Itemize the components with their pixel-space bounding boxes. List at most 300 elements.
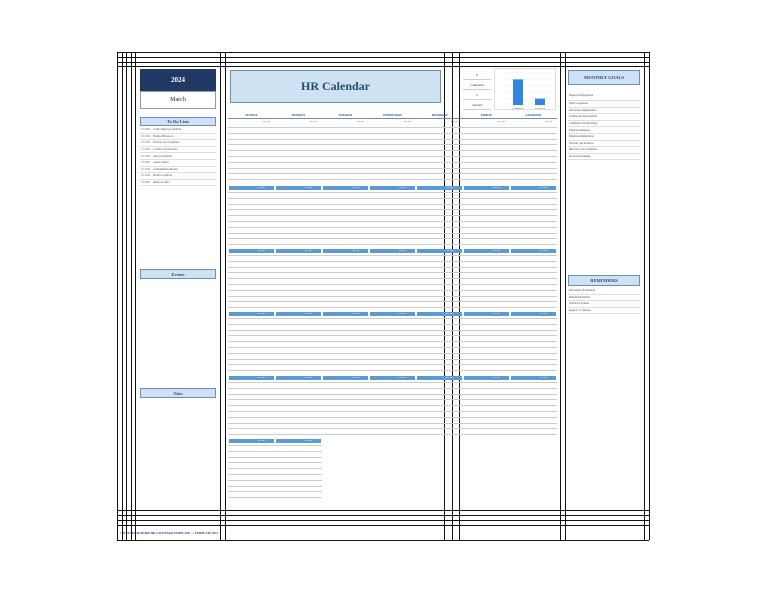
event-row-line: [369, 168, 416, 169]
week-date-bar: [370, 376, 415, 380]
event-row-line: [510, 255, 557, 256]
todo-item[interactable]: [140, 153, 216, 160]
event-row-line: [416, 168, 463, 169]
todo-date: 3/1/2024: [141, 181, 151, 185]
event-row-line: [322, 394, 369, 395]
event-row-line: [228, 370, 275, 371]
goal-item[interactable]: Succession Planning: [568, 154, 640, 161]
event-row-line: [228, 179, 275, 180]
event-row-line: [416, 423, 463, 424]
event-row-line: [275, 417, 322, 418]
event-row-line: [275, 497, 322, 498]
event-row-line: [463, 382, 510, 383]
event-row-line: [228, 168, 275, 169]
reminder-item[interactable]: Regular 1:1 Sessions: [568, 308, 640, 315]
event-row-line: [369, 347, 416, 348]
event-row-line: [228, 330, 275, 331]
week-date-label: Rev 08d: [263, 121, 271, 123]
event-row-line: [322, 215, 369, 216]
week-date-label: Rev 08d: [258, 376, 266, 379]
event-row-line: [463, 411, 510, 412]
event-row-line: [228, 434, 275, 435]
event-row-line: [416, 296, 463, 297]
event-row-line: [369, 411, 416, 412]
event-row-line: [369, 399, 416, 400]
event-row-line: [228, 324, 275, 325]
grid-hline: [117, 57, 649, 58]
event-row-line: [322, 221, 369, 222]
event-row-line: [275, 335, 322, 336]
event-row-line: [510, 347, 557, 348]
event-row-line: [275, 227, 322, 228]
event-row-line: [369, 150, 416, 151]
week-date-bar: [229, 312, 274, 316]
event-row-line: [275, 445, 322, 446]
grid-vline: [644, 52, 645, 540]
event-row-line: [416, 411, 463, 412]
event-row-line: [228, 382, 275, 383]
event-row-line: [416, 318, 463, 319]
week-date-bar: [464, 376, 509, 380]
event-row-line: [228, 417, 275, 418]
event-row-line: [416, 428, 463, 429]
event-row-line: [369, 290, 416, 291]
event-row-line: [510, 278, 557, 279]
event-row-line: [322, 198, 369, 199]
event-row-line: [228, 278, 275, 279]
event-row-line: [228, 457, 275, 458]
week-date-bar: [323, 376, 368, 380]
event-row-line: [228, 244, 275, 245]
grid-hline: [117, 510, 649, 511]
event-row-line: [416, 290, 463, 291]
event-row-line: [322, 341, 369, 342]
event-row-line: [463, 227, 510, 228]
event-row-line: [369, 139, 416, 140]
event-row-line: [416, 272, 463, 273]
week-date-label: Rev 08d: [352, 312, 360, 315]
event-row-line: [228, 335, 275, 336]
goal-item[interactable]: Employee Engagement: [568, 90, 640, 101]
event-row-line: [369, 394, 416, 395]
event-row-line: [322, 133, 369, 134]
todo-task: Analyze feedback: [153, 154, 172, 158]
event-row-line: [463, 150, 510, 151]
event-row-line: [510, 307, 557, 308]
events-header: Events: [140, 269, 216, 279]
event-row-line: [228, 353, 275, 354]
event-row-line: [510, 388, 557, 389]
todo-task: Make job offers: [153, 181, 170, 185]
event-row-line: [416, 238, 463, 239]
week-date-label: Rev 08d: [493, 376, 501, 379]
week-date-label: Rev 08d: [352, 186, 360, 189]
event-row-line: [510, 133, 557, 134]
event-row-line: [510, 204, 557, 205]
todo-item[interactable]: [140, 127, 216, 134]
event-row-line: [510, 301, 557, 302]
day-header: WEDNESDAY: [369, 111, 416, 119]
event-row-line: [463, 244, 510, 245]
event-row-line: [510, 233, 557, 234]
day-header: THURSDAY: [416, 111, 463, 119]
todo-item[interactable]: [140, 180, 216, 187]
week-date-label: Rev 08d: [540, 312, 548, 315]
event-row-line: [275, 462, 322, 463]
chart-category-label: Completed: [512, 107, 524, 110]
event-row-line: [322, 405, 369, 406]
event-row-line: [275, 457, 322, 458]
event-row-line: [275, 318, 322, 319]
event-row-line: [463, 434, 510, 435]
event-row-line: [228, 341, 275, 342]
week-date-label: Rev 08d: [399, 249, 407, 252]
event-row-line: [463, 284, 510, 285]
event-row-line: [463, 192, 510, 193]
event-row-line: [228, 284, 275, 285]
goal-item[interactable]: Compliance and Reporting: [568, 121, 640, 128]
event-row-line: [322, 301, 369, 302]
event-row-line: [369, 209, 416, 210]
event-row-line: [463, 353, 510, 354]
event-row-line: [510, 162, 557, 163]
grid-vline: [117, 52, 118, 540]
day-header: FRIDAY: [463, 111, 510, 119]
event-row-line: [510, 411, 557, 412]
event-row-line: [463, 133, 510, 134]
event-row-line: [322, 272, 369, 273]
event-row-line: [510, 364, 557, 365]
event-row-line: [510, 215, 557, 216]
event-row-line: [416, 307, 463, 308]
stat-canceled-label: canceled: [463, 100, 491, 110]
week-date-bar: [417, 186, 462, 190]
grid-vline: [131, 52, 132, 540]
event-row-line: [463, 127, 510, 128]
todo-item[interactable]: [140, 173, 216, 180]
event-row-line: [510, 417, 557, 418]
event-row-line: [275, 267, 322, 268]
week-date-label: Rev 08d: [493, 249, 501, 252]
event-row-line: [322, 233, 369, 234]
event-row-line: [228, 139, 275, 140]
week-date-bar: [323, 312, 368, 316]
event-row-line: [275, 451, 322, 452]
event-row-line: [228, 198, 275, 199]
event-row-line: [510, 139, 557, 140]
reminder-item[interactable]: Performance Evaluations: [568, 288, 640, 295]
event-row-line: [369, 255, 416, 256]
event-row-line: [322, 296, 369, 297]
event-row-line: [275, 324, 322, 325]
event-row-line: [463, 370, 510, 371]
todo-date: 3/1/2024: [141, 148, 151, 152]
event-row-line: [463, 168, 510, 169]
status-summary: [463, 70, 491, 108]
event-row-line: [510, 335, 557, 336]
event-row-line: [275, 491, 322, 492]
year-label: 2024: [140, 69, 216, 91]
goal-item[interactable]: Performance Management: [568, 108, 640, 115]
event-row-line: [416, 173, 463, 174]
event-row-line: [322, 192, 369, 193]
monthly-goals-list: [568, 90, 640, 160]
event-row-line: [275, 480, 322, 481]
goal-item[interactable]: HR Policy and Compliance: [568, 147, 640, 154]
grid-vline: [126, 52, 127, 540]
event-row-line: [275, 127, 322, 128]
week-date-label: Rev 08d: [545, 121, 553, 123]
stat-completed-label: Completed: [463, 80, 491, 90]
page-title: HR Calendar: [230, 70, 441, 103]
grid-vline: [135, 52, 136, 540]
event-row-line: [510, 209, 557, 210]
event-row-line: [322, 324, 369, 325]
todo-date: 3/1/2024: [141, 128, 151, 132]
week-date-label: Rev 08d: [540, 376, 548, 379]
event-row-line: [369, 341, 416, 342]
month-label[interactable]: March: [140, 91, 216, 109]
event-row-line: [510, 227, 557, 228]
event-row-line: [463, 290, 510, 291]
status-chart-svg: [495, 69, 557, 111]
event-row-line: [275, 353, 322, 354]
todo-date: 3/1/2024: [141, 174, 151, 178]
event-row-line: [463, 307, 510, 308]
todo-header: To Do Lists: [140, 117, 216, 126]
event-row-line: [228, 227, 275, 228]
event-row-line: [416, 215, 463, 216]
todo-item[interactable]: [140, 160, 216, 167]
event-row-line: [416, 209, 463, 210]
event-row-line: [510, 261, 557, 262]
goal-item[interactable]: Diversity and Inclusion: [568, 141, 640, 148]
event-row-line: [228, 156, 275, 157]
event-row-line: [463, 394, 510, 395]
event-row-line: [416, 204, 463, 205]
event-row-line: [228, 491, 275, 492]
event-row-line: [510, 238, 557, 239]
reminders-header: REMINDERS: [568, 275, 640, 286]
event-row-line: [275, 133, 322, 134]
event-row-line: [463, 347, 510, 348]
event-row-line: [275, 284, 322, 285]
event-row-line: [369, 173, 416, 174]
week-date-label: Rev 08d: [310, 121, 318, 123]
event-row-line: [416, 261, 463, 262]
event-row-line: [463, 221, 510, 222]
event-row-line: [510, 173, 557, 174]
event-row-line: [275, 330, 322, 331]
goal-item[interactable]: Benefits Administration: [568, 134, 640, 141]
todo-task: Finalize HR reports: [153, 134, 174, 138]
event-row-line: [228, 462, 275, 463]
event-row-line: [510, 296, 557, 297]
event-row-line: [275, 428, 322, 429]
week-date-bar: [370, 186, 415, 190]
event-row-line: [275, 238, 322, 239]
event-row-line: [322, 388, 369, 389]
event-row-line: [463, 388, 510, 389]
event-row-line: [228, 233, 275, 234]
event-row-line: [275, 215, 322, 216]
event-row-line: [228, 318, 275, 319]
event-row-line: [510, 318, 557, 319]
event-row-line: [228, 221, 275, 222]
event-row-line: [228, 150, 275, 151]
todo-task: Monitor workflow: [153, 174, 173, 178]
event-row-line: [369, 192, 416, 193]
event-row-line: [510, 394, 557, 395]
event-row-line: [322, 335, 369, 336]
event-row-line: [369, 144, 416, 145]
day-header: SATURDAY: [510, 111, 557, 119]
week-date-label: Rev 08d: [540, 249, 548, 252]
todo-task: Assess trainees: [153, 161, 169, 165]
event-row-line: [416, 324, 463, 325]
event-row-line: [369, 156, 416, 157]
event-row-line: [510, 156, 557, 157]
event-row-line: [463, 335, 510, 336]
event-row-line: [416, 255, 463, 256]
week-date-label: Rev 08d: [399, 376, 407, 379]
event-row-line: [463, 405, 510, 406]
week-date-label: Rev 08d: [451, 121, 459, 123]
event-row-line: [463, 156, 510, 157]
event-row-line: [228, 411, 275, 412]
event-row-line: [416, 399, 463, 400]
event-row-line: [322, 261, 369, 262]
week-date-bar: [276, 439, 321, 443]
event-row-line: [416, 341, 463, 342]
todo-item[interactable]: [140, 140, 216, 147]
event-row-line: [322, 347, 369, 348]
event-row-line: [322, 139, 369, 140]
event-row-line: [275, 370, 322, 371]
reminder-item[interactable]: Benefits Enrollment: [568, 295, 640, 302]
week-date-bar: [229, 249, 274, 253]
week-date-bar: [276, 186, 321, 190]
event-row-line: [463, 238, 510, 239]
event-row-line: [510, 434, 557, 435]
event-row-line: [228, 144, 275, 145]
grid-hline: [117, 66, 649, 67]
event-row-line: [322, 290, 369, 291]
event-row-line: [322, 423, 369, 424]
todo-item[interactable]: [140, 147, 216, 154]
day-header: SUNDAY: [228, 111, 275, 119]
event-row-line: [322, 359, 369, 360]
event-row-line: [322, 278, 369, 279]
event-row-line: [416, 162, 463, 163]
event-row-line: [369, 238, 416, 239]
event-row-line: [510, 330, 557, 331]
event-row-line: [510, 144, 557, 145]
event-row-line: [369, 204, 416, 205]
status-chart: [494, 68, 556, 110]
event-row-line: [510, 198, 557, 199]
event-row-line: [369, 359, 416, 360]
goal-item[interactable]: Talent Acquisition: [568, 101, 640, 108]
week-date-label: Rev 08d: [404, 121, 412, 123]
event-row-line: [416, 301, 463, 302]
goal-item[interactable]: Training and Development: [568, 114, 640, 121]
todo-list: [140, 127, 216, 186]
event-row-line: [510, 284, 557, 285]
grid-vline: [225, 52, 226, 540]
event-row-line: [416, 353, 463, 354]
event-row-line: [416, 434, 463, 435]
event-row-line: [463, 399, 510, 400]
event-row-line: [416, 267, 463, 268]
todo-item[interactable]: [140, 167, 216, 174]
week-date-bar: [229, 186, 274, 190]
event-row-line: [228, 347, 275, 348]
event-row-line: [322, 238, 369, 239]
week-date-label: Rev 08d: [357, 121, 365, 123]
event-row-line: [228, 451, 275, 452]
week-date-label: Rev 08d: [305, 439, 313, 442]
event-row-line: [510, 359, 557, 360]
grid-hline: [117, 515, 649, 516]
event-row-line: [275, 261, 322, 262]
event-row-line: [416, 335, 463, 336]
event-row-line: [322, 267, 369, 268]
event-row-line: [463, 278, 510, 279]
todo-task: Develop new recognition: [153, 141, 180, 145]
event-row-line: [228, 162, 275, 163]
week-date-bar: [276, 249, 321, 253]
week-date-bar: [417, 376, 462, 380]
grid-hline: [117, 52, 649, 53]
footer-credit[interactable]: © WPS/MAOR MORE HR CALENDAR TEMPLATE — TEMPLATE.NET: [120, 531, 219, 535]
event-row-line: [322, 307, 369, 308]
event-row-line: [228, 364, 275, 365]
event-row-line: [416, 244, 463, 245]
event-row-line: [228, 133, 275, 134]
event-row-line: [416, 278, 463, 279]
week-date-label: Rev 08d: [540, 186, 548, 189]
event-row-line: [275, 468, 322, 469]
event-row-line: [275, 411, 322, 412]
week-date-label: Rev 08d: [258, 186, 266, 189]
event-row-line: [322, 434, 369, 435]
event-row-line: [322, 227, 369, 228]
event-row-line: [510, 353, 557, 354]
stat-top-value: 8: [463, 70, 491, 80]
monthly-goals-header: MONTHLY GOALS: [568, 70, 640, 85]
event-row-line: [369, 284, 416, 285]
week-date-label: Rev 08d: [446, 249, 454, 252]
event-row-line: [322, 156, 369, 157]
event-row-line: [369, 301, 416, 302]
event-row-line: [228, 428, 275, 429]
event-row-line: [275, 150, 322, 151]
event-row-line: [416, 417, 463, 418]
event-row-line: [510, 370, 557, 371]
todo-item[interactable]: [140, 134, 216, 141]
goal-item[interactable]: Employee Relations: [568, 127, 640, 134]
event-row-line: [275, 486, 322, 487]
week-date-label: Rev 08d: [446, 312, 454, 315]
week-date-bar: [417, 249, 462, 253]
event-row-line: [228, 399, 275, 400]
event-row-line: [369, 428, 416, 429]
event-row-line: [463, 417, 510, 418]
todo-task: Collect employee feedback: [153, 128, 182, 132]
reminder-item[interactable]: Workforce Updates: [568, 301, 640, 308]
event-row-line: [416, 179, 463, 180]
